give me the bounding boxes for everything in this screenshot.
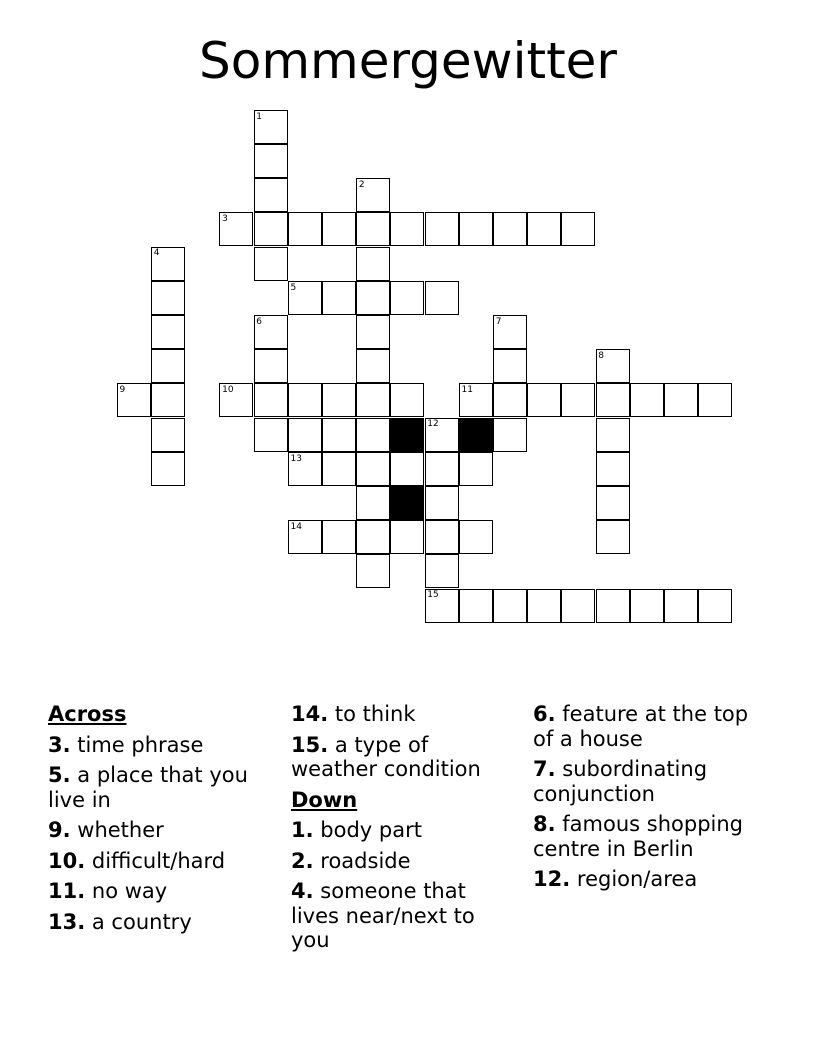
grid-cell[interactable]: [596, 520, 630, 554]
grid-cell[interactable]: [356, 554, 390, 588]
clue-text: region/area: [576, 867, 698, 891]
down-heading: Down: [291, 787, 358, 812]
clue-number-label: 13: [290, 453, 302, 464]
clue-across-5[interactable]: [48, 763, 284, 812]
grid-cell[interactable]: [527, 212, 561, 246]
clue-number: 7.: [533, 757, 556, 781]
clue-text: someone that lives near/next to you: [291, 879, 475, 952]
grid-cell[interactable]: [254, 178, 288, 212]
clue-text: to think: [334, 702, 416, 726]
grid-cell[interactable]: [561, 383, 595, 417]
across-heading: Across: [48, 702, 127, 726]
grid-cell[interactable]: [425, 554, 459, 588]
clue-text: feature at the top of a house: [533, 702, 749, 751]
clue-number: 9.: [48, 818, 71, 842]
grid-cell[interactable]: [425, 486, 459, 520]
grid-cell[interactable]: [596, 383, 630, 417]
clue-down-8[interactable]: [533, 812, 758, 861]
clue-text: famous shopping centre in Berlin: [533, 812, 744, 861]
grid-cell[interactable]: [493, 589, 527, 623]
grid-cell[interactable]: [151, 315, 185, 349]
clue-text: difficult/hard: [91, 848, 226, 873]
grid-cell[interactable]: [596, 486, 630, 520]
grid-cell[interactable]: [493, 418, 527, 452]
grid-cell[interactable]: [288, 418, 322, 452]
clue-column-2: [291, 702, 506, 959]
grid-cell[interactable]: [254, 383, 288, 417]
grid-cell[interactable]: [322, 520, 356, 554]
clue-across-15[interactable]: [291, 733, 506, 782]
clue-number: 11.: [48, 879, 86, 903]
clue-number: 8.: [533, 812, 556, 836]
grid-cell[interactable]: [664, 589, 698, 623]
grid-cell[interactable]: [356, 383, 390, 417]
grid-cell[interactable]: [459, 452, 493, 486]
clue-number-label: 4: [153, 248, 160, 259]
clue-number-label: 9: [119, 385, 126, 396]
clue-down-1[interactable]: [291, 818, 506, 843]
clue-across-3[interactable]: [48, 733, 284, 758]
grid-cell[interactable]: [151, 418, 185, 452]
clue-down-6[interactable]: [533, 702, 758, 751]
clue-number: 13.: [48, 909, 86, 934]
grid-cell[interactable]: [630, 383, 664, 417]
clue-down-2[interactable]: [291, 849, 506, 874]
clue-number: 5.: [48, 763, 71, 787]
grid-cell[interactable]: [254, 247, 288, 281]
grid-cell[interactable]: [356, 520, 390, 554]
grid-cell[interactable]: [356, 349, 390, 383]
clue-text: no way: [91, 879, 168, 903]
clue-down-7[interactable]: [533, 757, 758, 806]
grid-cell[interactable]: [425, 520, 459, 554]
grid-cell[interactable]: [561, 212, 595, 246]
grid-cell[interactable]: [288, 212, 322, 246]
grid-cell[interactable]: [596, 589, 630, 623]
grid-cell[interactable]: [356, 315, 390, 349]
black-cell: [390, 418, 424, 452]
grid-cell[interactable]: [493, 349, 527, 383]
black-cell: [459, 418, 493, 452]
clue-text: a place that you live in: [48, 763, 248, 812]
clue-text: a country: [91, 909, 192, 934]
grid-cell[interactable]: [459, 589, 493, 623]
clue-number: 6.: [533, 702, 556, 726]
clue-number-label: 12: [427, 419, 439, 430]
clue-number-label: 11: [461, 385, 473, 396]
puzzle-title: Sommergewitter: [199, 32, 617, 90]
black-cell: [390, 486, 424, 520]
grid-cell[interactable]: [254, 212, 288, 246]
grid-cell[interactable]: [390, 383, 424, 417]
clue-number: 14.: [291, 702, 329, 726]
grid-cell[interactable]: [561, 589, 595, 623]
clue-number-label: 1: [256, 111, 263, 122]
clue-number: 15.: [291, 732, 329, 757]
grid-cell[interactable]: [151, 281, 185, 315]
grid-cell[interactable]: [322, 383, 356, 417]
clue-number-label: 5: [290, 282, 297, 293]
grid-cell[interactable]: [527, 383, 561, 417]
clue-text: subordinating conjunction: [533, 757, 708, 806]
clue-number: 4.: [291, 879, 314, 903]
grid-cell[interactable]: [698, 383, 732, 417]
grid-cell[interactable]: [356, 418, 390, 452]
grid-cell[interactable]: [322, 452, 356, 486]
grid-cell[interactable]: [356, 452, 390, 486]
grid-cell[interactable]: [356, 281, 390, 315]
grid-cell[interactable]: [151, 349, 185, 383]
clue-number: 3.: [48, 732, 71, 757]
grid-cell[interactable]: [493, 212, 527, 246]
clue-number: 10.: [48, 848, 86, 873]
grid-cell[interactable]: [151, 383, 185, 417]
grid-cell[interactable]: [254, 144, 288, 178]
grid-cell[interactable]: [527, 589, 561, 623]
grid-cell[interactable]: [151, 452, 185, 486]
grid-cell[interactable]: [493, 383, 527, 417]
grid-cell[interactable]: [322, 212, 356, 246]
grid-cell[interactable]: [356, 486, 390, 520]
grid-cell[interactable]: [459, 212, 493, 246]
grid-cell[interactable]: [596, 452, 630, 486]
grid-cell[interactable]: [254, 349, 288, 383]
clue-column-3: [533, 702, 758, 898]
clue-text: time phrase: [77, 732, 204, 757]
grid-cell[interactable]: [425, 281, 459, 315]
clue-number-label: 7: [495, 316, 502, 327]
grid-cell[interactable]: [390, 281, 424, 315]
clue-down-12[interactable]: [533, 867, 758, 892]
clue-number-label: 6: [256, 316, 263, 327]
clue-text: a type of weather condition: [291, 732, 481, 781]
grid-cell[interactable]: [322, 418, 356, 452]
grid-cell[interactable]: [425, 212, 459, 246]
grid-cell[interactable]: [425, 452, 459, 486]
clue-across-11[interactable]: [48, 879, 284, 904]
clue-text: roadside: [320, 848, 411, 873]
grid-cell[interactable]: [596, 418, 630, 452]
clue-across-9[interactable]: [48, 818, 284, 843]
grid-cell[interactable]: [630, 589, 664, 623]
clue-number: 1.: [291, 818, 314, 842]
clue-text: body part: [320, 818, 422, 842]
clue-number-label: 10: [222, 385, 234, 396]
clue-number: 12.: [533, 867, 571, 891]
grid-cell[interactable]: [698, 589, 732, 623]
grid-cell[interactable]: [356, 247, 390, 281]
clue-number-label: 3: [222, 214, 228, 225]
grid-cell[interactable]: [459, 520, 493, 554]
grid-cell[interactable]: [322, 281, 356, 315]
grid-cell[interactable]: [390, 212, 424, 246]
clue-across-10[interactable]: [48, 849, 284, 874]
clue-column-1: [48, 702, 284, 940]
clue-text: whether: [77, 818, 164, 842]
grid-cell[interactable]: [664, 383, 698, 417]
clue-number-label: 15: [427, 590, 439, 601]
clue-across-13[interactable]: [48, 910, 284, 935]
grid-cell[interactable]: [254, 418, 288, 452]
clue-number-label: 2: [358, 179, 365, 190]
clue-across-14[interactable]: [291, 702, 506, 727]
clue-number: 2.: [291, 848, 314, 873]
clue-number-label: 14: [290, 521, 302, 532]
grid-cell[interactable]: [390, 452, 424, 486]
clue-number-label: 8: [598, 350, 605, 361]
clue-down-4[interactable]: [291, 879, 506, 953]
grid-cell[interactable]: [390, 520, 424, 554]
grid-cell[interactable]: [356, 212, 390, 246]
grid-cell[interactable]: [288, 383, 322, 417]
